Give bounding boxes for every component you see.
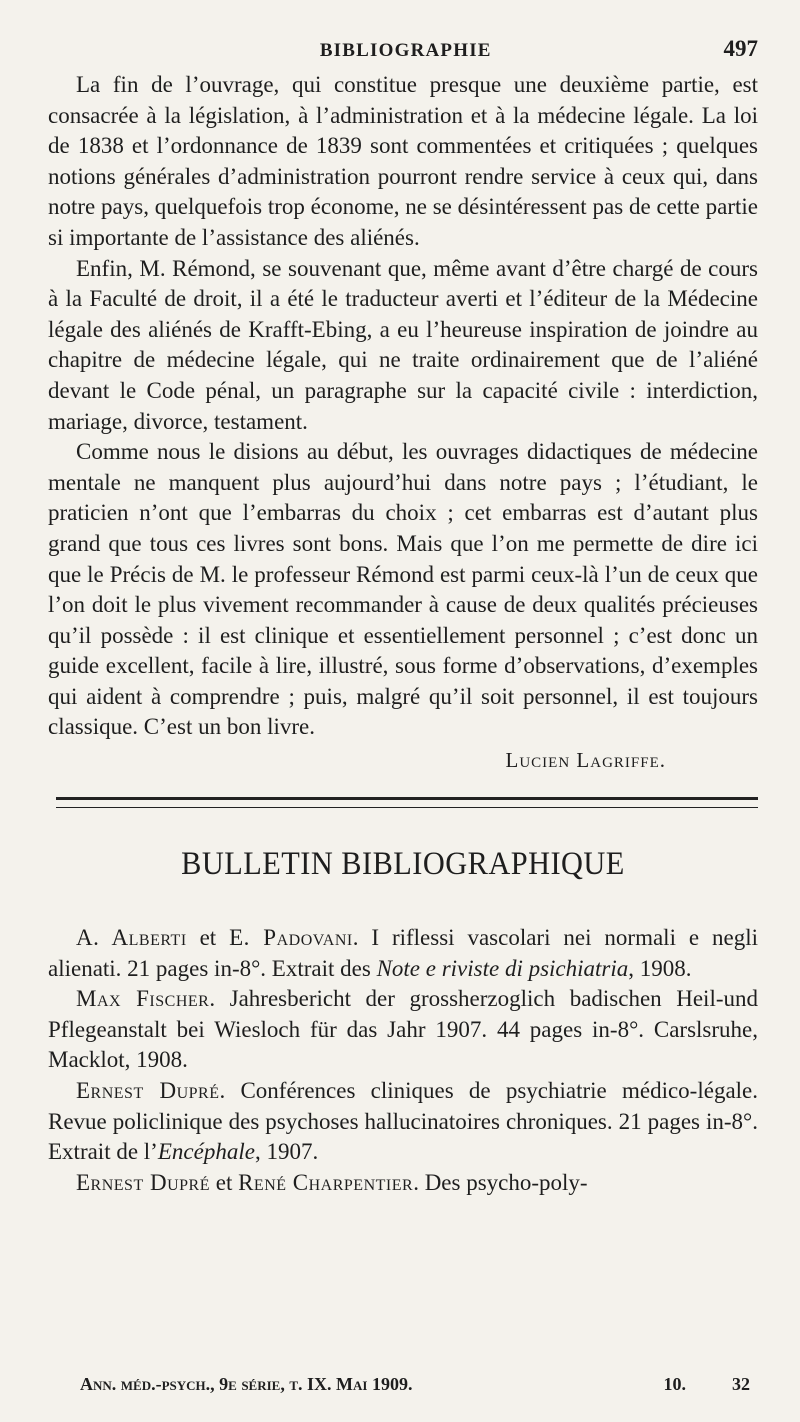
review-paragraph: Enfin, M. Rémond, se souvenant que, même avant d’être chargé de cours à la Faculté de droit, il a été le traducteur averti et l’éditeur de la Médecine légale des aliénés de Krafft-Ebing, a eu l’heureuse inspiration de joindre au chapitre de médecine légale, qui ne traite ordinairement que de l’aliéné devant le Code pénal, un paragraphe sur la capacité civile : interdiction, mariage, divorce, testament.: [48, 255, 758, 434]
entry-author: Max Fischer: [76, 986, 210, 1012]
bibliography-entries: [48, 923, 758, 1198]
entry-text: . I riflessi vascolari nei normali e negli alienati. 21 pages in-8°. Extrait des: [48, 925, 758, 981]
bibliography-entry: [48, 984, 758, 1076]
entry-author: Ernest Dupré: [76, 1169, 210, 1195]
entry-coauthor: E. Padovani: [229, 925, 353, 951]
review-paragraph: Comme nous le disions au début, les ouvrages didactiques de médecine mentale ne manquent plus aujourd’hui dans notre pays ; l’étudiant, le praticien n’ont que l’embarras du choix ; cet embarras est d’autant plus grand que tous ces livres sont bons. Mais que l’on me permette de dire ici que le Précis de M. le professeur Rémond est parmi ceux-là l’un de ceux que l’on doit le plus vivement recommander à cause de deux qualités précieuses qu’il possède : il est clinique et essentiellement personnel ; c’est donc un guide excellent, facile à lire, illustré, sous forme d’observations, d’exemples qui aident à comprendre ; puis, malgré qu’il soit personnel, il est toujours classique. C’est un bon livre.: [48, 439, 758, 740]
entry-coauthor: René Charpentier: [238, 1169, 414, 1195]
entry-journal: Encéphale: [157, 1139, 255, 1165]
footer-sheet: 32: [732, 1374, 750, 1394]
section-divider: [56, 797, 758, 808]
page-number: 497: [723, 36, 758, 61]
bibliography-entry: [48, 1168, 758, 1199]
reviewer-signature: Lucien Lagriffe.: [505, 748, 666, 773]
entry-journal: Note e riviste di psichiatria: [376, 955, 629, 981]
review-paragraph: La fin de l’ouvrage, qui constitue presque une deuxième partie, est consacrée à la législation, à l’administration et à la médecine légale. La loi de 1838 et l’ordonnance de 1839 sont commentées et critiquées ; quelques notions générales d’administration pourront rendre service à ceux qui, dans notre pays, quelquefois trop économe, ne se désintéressent pas de cette partie si importante de l’assistance des aliénés.: [48, 72, 758, 250]
footer-signature-marks: [618, 1374, 751, 1395]
running-head-title: BIBLIOGRAPHIE: [319, 40, 492, 61]
page-footer: [80, 1374, 750, 1395]
entry-tail: , 1908.: [628, 955, 692, 981]
bibliography-entry: [48, 1076, 758, 1168]
entry-text: . Conférences cliniques de psychiatrie médico-légale. Revue policlinique des psychoses hallucinatoires chroniques. 21 pages in-8°. Extrait de l’: [48, 1078, 758, 1165]
section-title: BULLETIN BIBLIOGRAPHIQUE: [181, 846, 625, 883]
entry-text: . Jahresbericht der grossherzoglich badischen Heil-und Pflegeanstalt bei Wiesloch für das Jahr 1907. 44 pages in-8°. Carslsruhe, Macklot, 1908.: [48, 986, 758, 1073]
footer-issue: 10.: [663, 1374, 686, 1394]
bibliography-entry: [48, 923, 758, 984]
entry-text: . Des psycho-poly-: [413, 1169, 588, 1195]
entry-conjunction: et: [186, 925, 230, 951]
running-head: [48, 36, 758, 70]
review-text: [48, 70, 758, 743]
entry-tail: , 1907.: [254, 1139, 319, 1165]
entry-conjunction: et: [209, 1169, 239, 1195]
footer-journal: Ann. méd.-psych., 9e série, t. IX. Mai 1909.: [80, 1374, 413, 1394]
entry-author: A. Alberti: [76, 925, 187, 951]
entry-author: Ernest Dupré: [76, 1078, 220, 1104]
